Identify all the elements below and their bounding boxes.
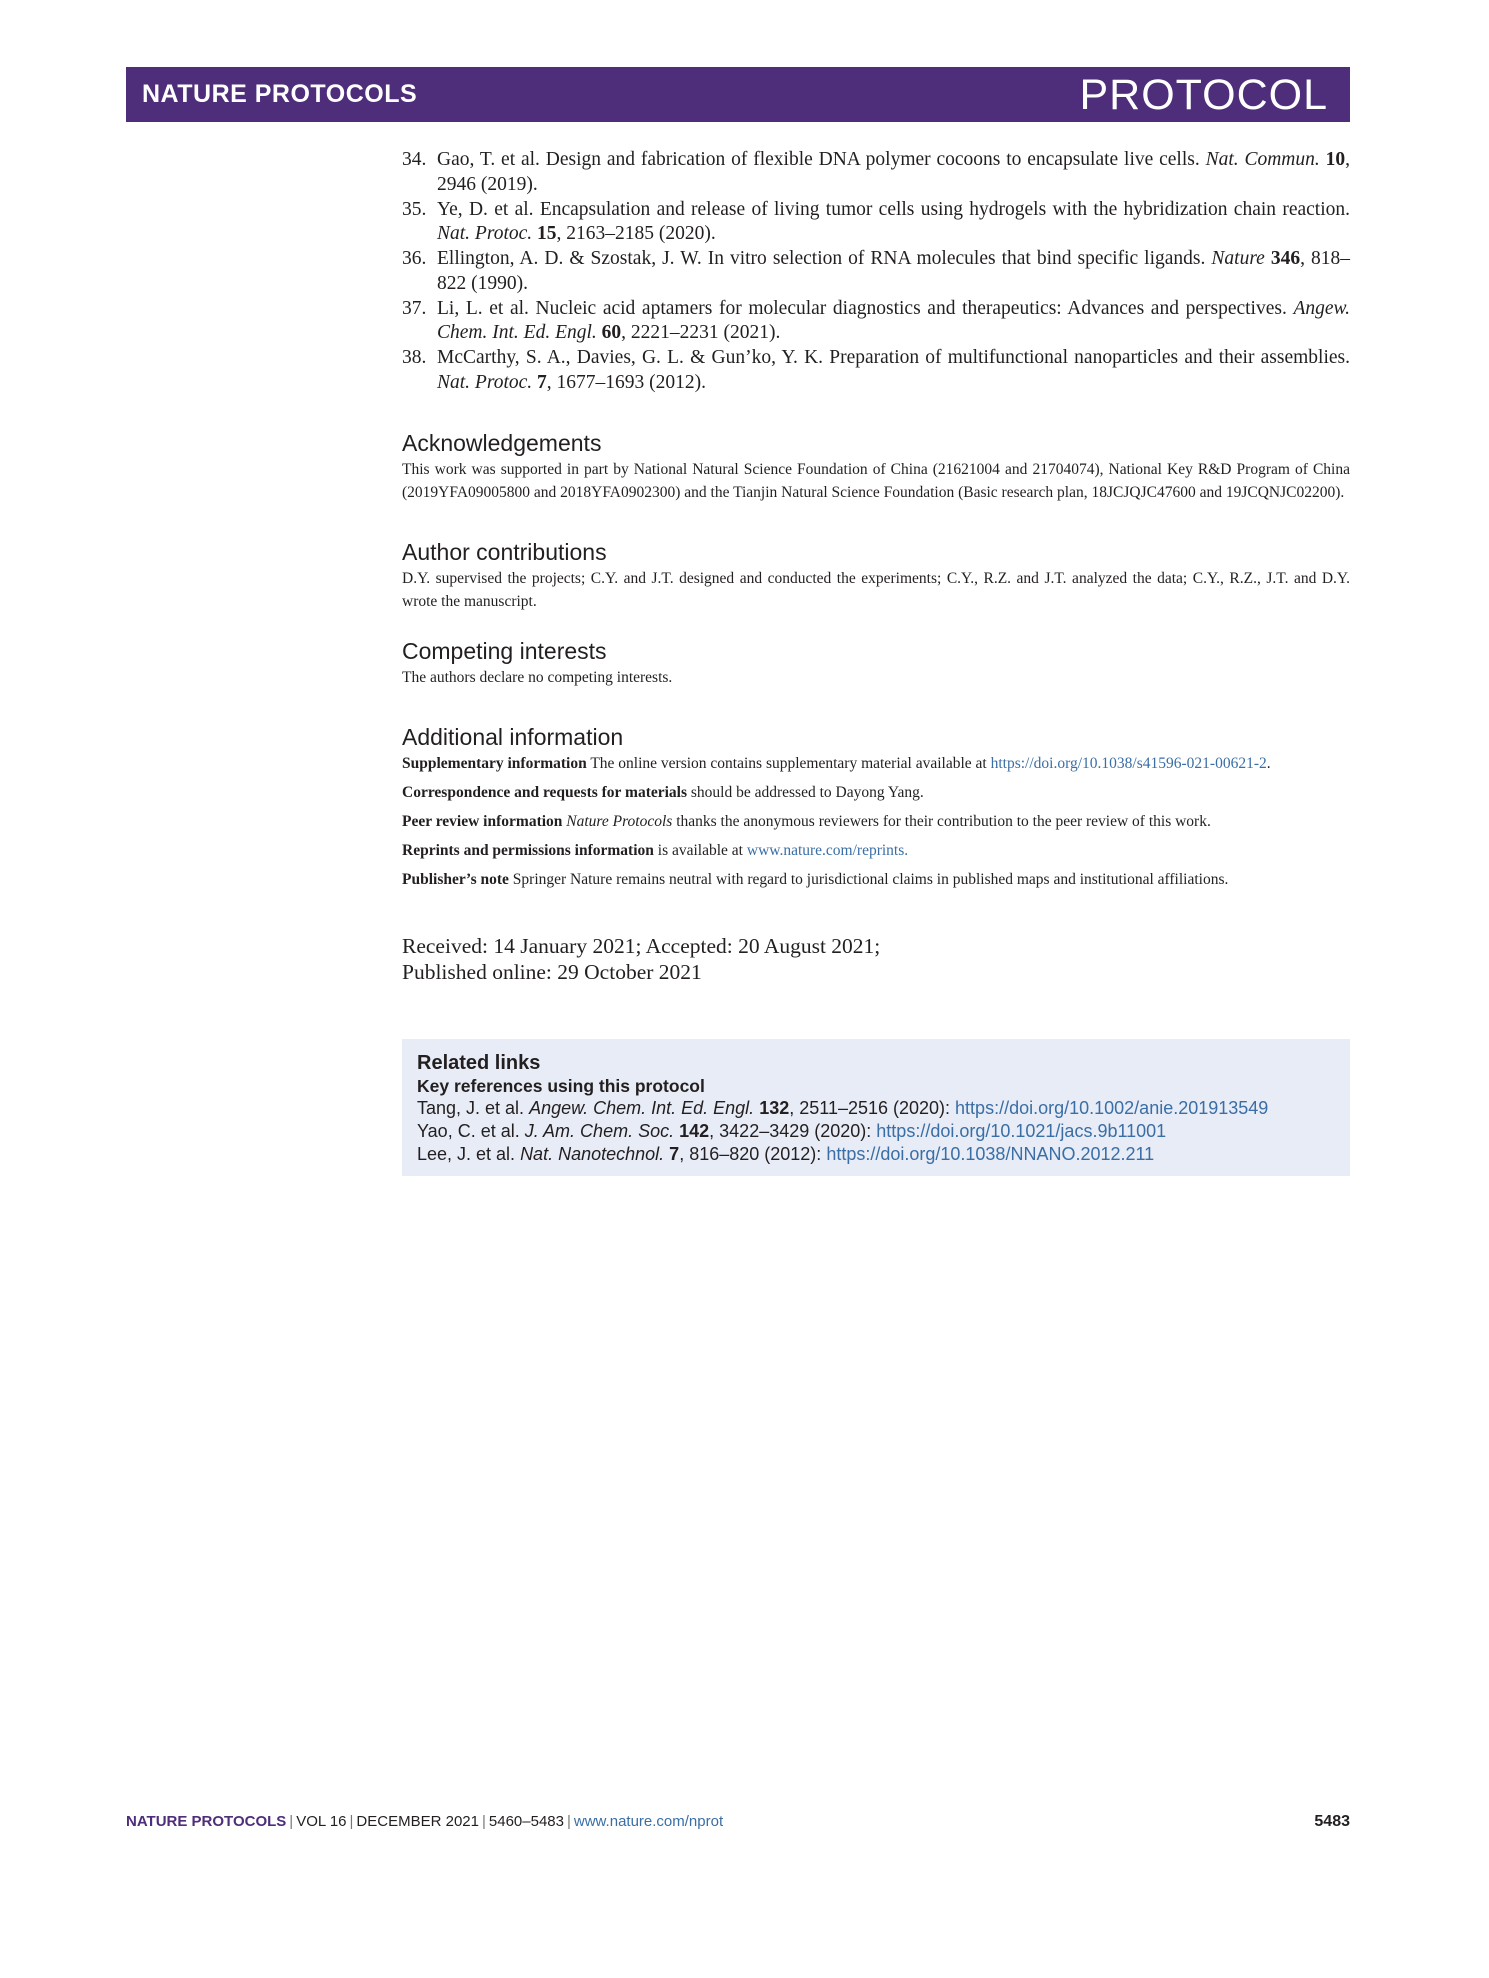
additional-information-heading: Additional information xyxy=(402,724,624,750)
journal-name: NATURE PROTOCOLS xyxy=(142,80,418,108)
related-links-title: Related links xyxy=(417,1052,541,1074)
reference-item: 35. Ye, D. et al. Encapsulation and release of living tumor cells using hydrogels with the hybridization chain reaction. Nat. Protoc. 15, 2163–2185 (2020). xyxy=(402,198,1350,244)
reprints-link[interactable]: www.nature.com/reprints. xyxy=(746,842,909,859)
additional-information-section xyxy=(402,723,1350,891)
related-doi-link[interactable]: https://doi.org/10.1002/anie.201913549 xyxy=(955,1098,1269,1118)
author-contributions-heading: Author contributions xyxy=(402,539,607,565)
reference-item: 37. Li, L. et al. Nucleic acid aptamers for molecular diagnostics and therapeutics: Advances and perspectives. Angew. Chem. Int. Ed. Engl. 60, 2221–2231 (2021). xyxy=(402,297,1350,343)
competing-interests-section xyxy=(402,637,1350,689)
competing-interests-text: The authors declare no competing interests. xyxy=(402,669,673,686)
reference-item: 36. Ellington, A. D. & Szostak, J. W. In vitro selection of RNA molecules that bind specific ligands. Nature 346, 818–822 (1990). xyxy=(402,248,1350,294)
acknowledgements-heading: Acknowledgements xyxy=(402,430,602,456)
reprints-info: Reprints and permissions information is available at www.nature.com/reprints. xyxy=(402,842,909,859)
supplementary-information: Supplementary information The online version contains supplementary material available at https://doi.org/10.1038/s41596-021-00621-2. xyxy=(402,755,1271,772)
footer-citation: NATURE PROTOCOLS | VOL 16 | DECEMBER 2021 | 5460–5483 | www.nature.com/nprot xyxy=(126,1813,724,1830)
received-accepted-dates: Received: 14 January 2021; Accepted: 20 August 2021; xyxy=(402,934,881,958)
footer-date: DECEMBER 2021 xyxy=(356,1813,479,1830)
publisher-note: Publisher’s note Springer Nature remains neutral with regard to jurisdictional claims in published maps and institutional affiliations. xyxy=(402,871,1229,888)
related-doi-link[interactable]: https://doi.org/10.1038/NNANO.2012.211 xyxy=(826,1144,1155,1164)
reference-list xyxy=(402,148,1350,395)
article-type: PROTOCOL xyxy=(1079,71,1328,119)
reference-item: 34. Gao, T. et al. Design and fabrication of flexible DNA polymer cocoons to encapsulate live cells. Nat. Commun. 10, 2946 (2019). xyxy=(402,149,1351,195)
related-links-box xyxy=(402,1039,1350,1176)
related-link-item: Tang, J. et al. Angew. Chem. Int. Ed. Engl. 132, 2511–2516 (2020): https://doi.org/10.1002/anie.201913549 xyxy=(417,1098,1269,1118)
competing-interests-heading: Competing interests xyxy=(402,638,607,664)
footer-volume: VOL 16 xyxy=(296,1813,347,1830)
publication-dates xyxy=(402,933,1350,985)
footer-pages: 5460–5483 xyxy=(488,1813,564,1830)
author-contributions-section xyxy=(402,538,1350,613)
related-link-item: Lee, J. et al. Nat. Nanotechnol. 7, 816–820 (2012): https://doi.org/10.1038/NNANO.2012.211 xyxy=(417,1144,1155,1164)
page-number: 5483 xyxy=(1314,1813,1350,1830)
page-content xyxy=(402,148,1350,1176)
published-online-date: Published online: 29 October 2021 xyxy=(402,960,702,984)
related-link-item: Yao, C. et al. J. Am. Chem. Soc. 142, 3422–3429 (2020): https://doi.org/10.1021/jacs.9b11001 xyxy=(417,1121,1167,1141)
header-banner xyxy=(126,67,1350,122)
footer-url[interactable]: www.nature.com/nprot xyxy=(573,1813,724,1830)
acknowledgements-text: This work was supported in part by National Natural Science Foundation of China (21621004 and 21704074), National Key R&D Program of China (2019YFA09005800 and 2018YFA0902300) and the Tianjin Natural Science Foundation (Basic research plan, 18JCJQJC47600 and 19JCQNJC02200). xyxy=(402,461,1350,501)
acknowledgements-section xyxy=(402,429,1350,504)
author-contributions-text: D.Y. supervised the projects; C.Y. and J.T. designed and conducted the experiments; C.Y., R.Z. and J.T. analyzed the data; C.Y., R.Z., J.T. and D.Y. wrote the manuscript. xyxy=(402,570,1350,610)
footer-journal: NATURE PROTOCOLS xyxy=(126,1813,287,1830)
related-links-subtitle: Key references using this protocol xyxy=(417,1076,705,1096)
reference-item: 38. McCarthy, S. A., Davies, G. L. & Gun’ko, Y. K. Preparation of multifunctional nanoparticles and their assemblies. Nat. Protoc. 7, 1677–1693 (2012). xyxy=(402,347,1350,393)
supplementary-link[interactable]: https://doi.org/10.1038/s41596-021-00621-2 xyxy=(990,755,1267,772)
related-doi-link[interactable]: https://doi.org/10.1021/jacs.9b11001 xyxy=(876,1121,1167,1141)
correspondence-info: Correspondence and requests for materials should be addressed to Dayong Yang. xyxy=(402,784,924,801)
peer-review-info: Peer review information Nature Protocols thanks the anonymous reviewers for their contribution to the peer review of this work. xyxy=(402,813,1211,830)
